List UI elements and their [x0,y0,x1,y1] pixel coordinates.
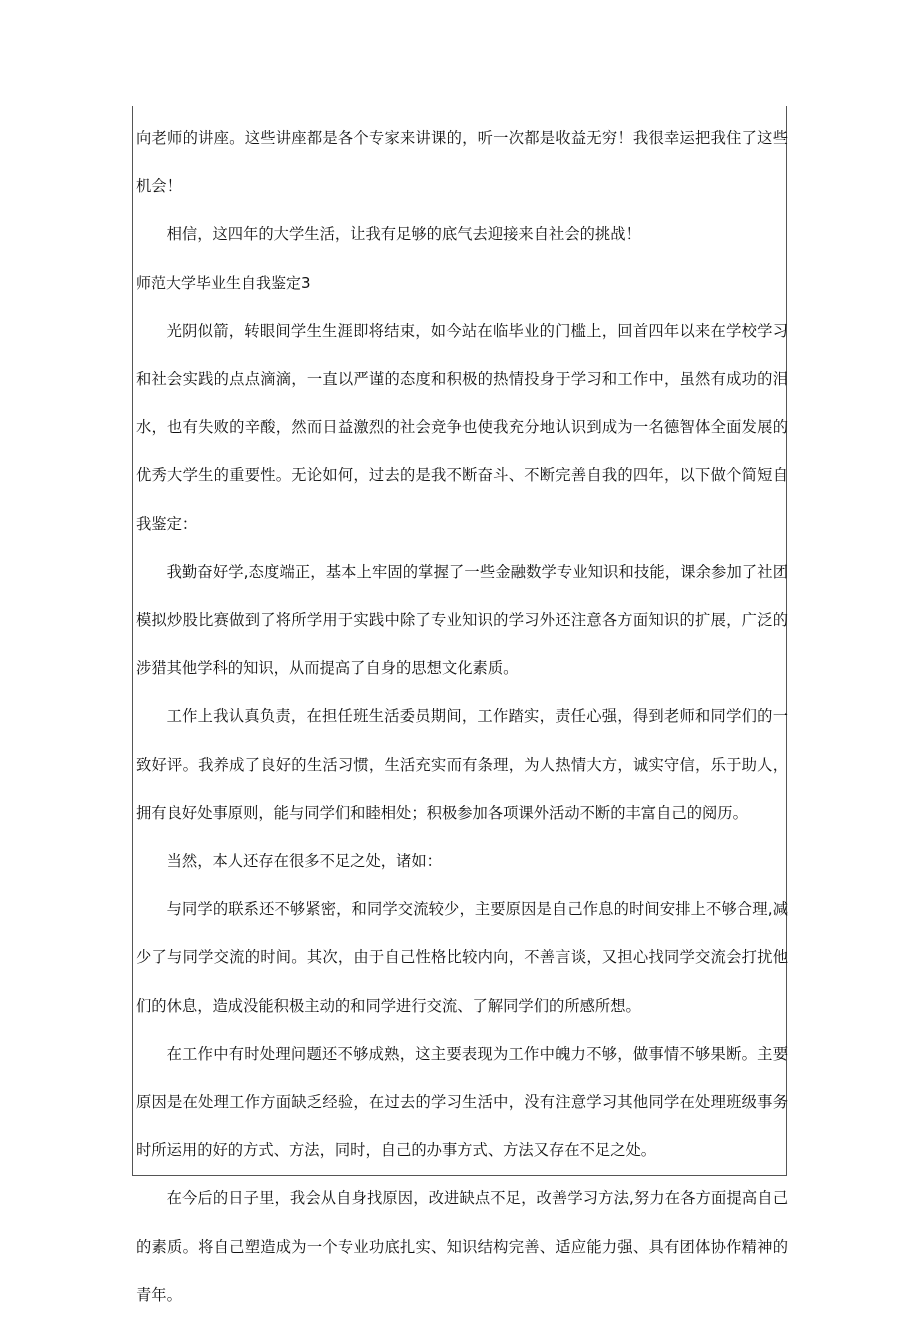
paragraph-1: 向老师的讲座。这些讲座都是各个专家来讲课的，听一次都是收益无穷！我很幸运把我住了这些机会！ [136,129,788,196]
paragraph-8: 在工作中有时处理问题还不够成熟，这主要表现为工作中魄力不够，做事情不够果断。主要原因是在处理工作方面缺乏经验，在过去的学习生活中，没有注意学习其他同学在处理班级事务时所运用的好的方式、方法，同时，自己的办事方式、方法又存在不足之处。 [136,1044,788,1160]
paragraph-3: 光阴似箭，转眼间学生生涯即将结束，如今站在临毕业的门槛上，回首四年以来在学校学习和社会实践的点点滴滴，一直以严谨的态度和积极的热情投身于学习和工作中，虽然有成功的泪水，也有失败的辛酸，然而日益激烈的社会竞争也使我充分地认识到成为一名德智体全面发展的优秀大学生的重要性。无论如何，过去的是我不断奋斗、不断完善自我的四年，以下做个简短自我鉴定： [136,321,788,533]
paragraph-7: 与同学的联系还不够紧密，和同学交流较少，主要原因是自己作息的时间安排上不够合理,减少了与同学交流的时间。其次，由于自己性格比较内向，不善言谈，又担心找同学交流会打扰他们的休息，造成没能积极主动的和同学进行交流、了解同学们的所感所想。 [136,900,788,1015]
paragraph-6: 当然，本人还存在很多不足之处，诸如： [166,852,442,871]
paragraph-5: 工作上我认真负责，在担任班生活委员期间，工作踏实，责任心强，得到老师和同学们的一致好评。我养成了良好的生活习惯，生活充实而有条理，为人热情大方，诚实守信，乐于助人，拥有良好处事原则，能与同学们和睦相处；积极参加各项课外活动不断的丰富自己的阅历。 [136,707,788,822]
section-heading: 师范大学毕业生自我鉴定3 [136,273,311,292]
document-body [136,114,788,1319]
paragraph-4: 我勤奋好学,态度端正，基本上牢固的掌握了一些金融数学专业知识和技能，课余参加了社团模拟炒股比赛做到了将所学用于实践中除了专业知识的学习外还注意各方面知识的扩展，广泛的涉猎其他学科的知识，从而提高了自身的思想文化素质。 [136,562,788,678]
paragraph-2: 相信，这四年的大学生活，让我有足够的底气去迎接来自社会的挑战！ [166,225,641,244]
paragraph-9: 在今后的日子里，我会从自身找原因，改进缺点不足，改善学习方法,努力在各方面提高自己的素质。将自己塑造成为一个专业功底扎实、知识结构完善、适应能力强、具有团体协作精神的青年。 [136,1189,788,1304]
